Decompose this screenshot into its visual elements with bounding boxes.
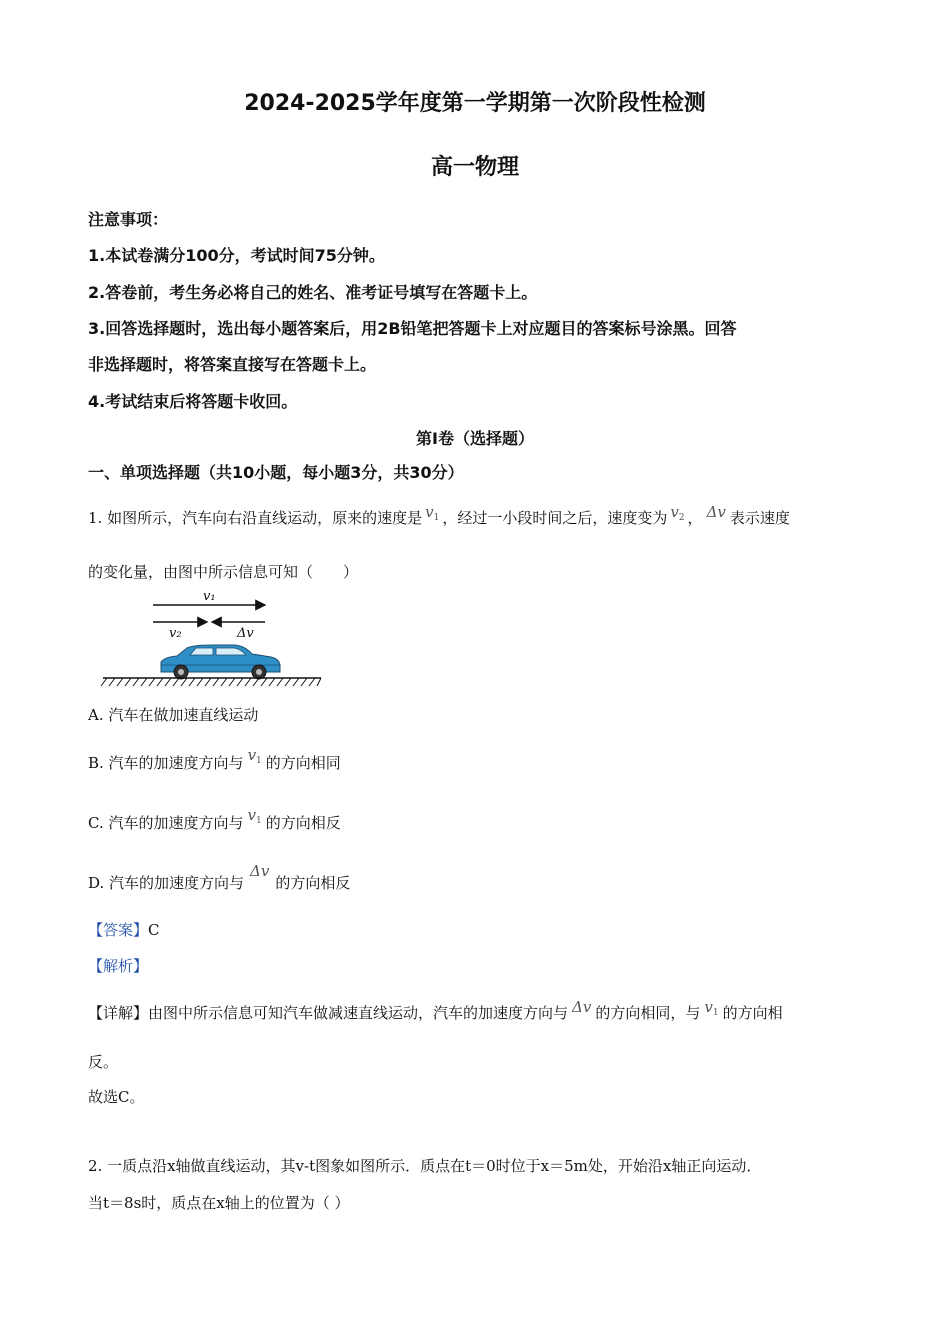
v1-symbol: $v_1$ — [704, 998, 719, 1018]
q1-stem-line2: 的变化量，由图中所示信息可知（ ） — [88, 563, 359, 581]
v1-symbol: $v_1$ — [247, 806, 262, 826]
delta-v-symbol: Δv — [572, 998, 592, 1016]
conclusion: 故选C。 — [88, 1088, 145, 1106]
notice-heading: 注意事项： — [88, 210, 169, 229]
notice-item: 4.考试结束后将答题卡收回。 — [88, 392, 298, 411]
notice-item: 非选择题时，将答案直接写在答题卡上。 — [88, 355, 377, 374]
exam-title: 2024-2025学年度第一学期第一次阶段性检测 — [244, 91, 706, 116]
part-heading: 一、单项选择题（共10小题，每小题3分，共30分） — [88, 463, 464, 482]
volume-heading: 第I卷（选择题） — [416, 429, 534, 448]
delta-v-arrow-label: Δv — [237, 626, 254, 641]
v1-arrow-label: v₁ — [203, 589, 216, 604]
v2-symbol: $v_2$ — [670, 503, 685, 523]
answer-value: C — [148, 921, 160, 939]
analysis-label: 【解析】 — [88, 957, 149, 975]
option-c: C. 汽车的加速度方向与 $v_1$ 的方向相反 — [88, 806, 341, 832]
option-a: A. 汽车在做加速直线运动 — [88, 706, 259, 724]
v1-symbol: $v_1$ — [425, 503, 440, 523]
option-d: D. 汽车的加速度方向与Δv的方向相反 — [88, 862, 351, 892]
answer-label: 【答案】 — [88, 921, 149, 939]
q1-car-figure — [95, 585, 330, 690]
notice-item: 1.本试卷满分100分，考试时间75分钟。 — [88, 246, 385, 265]
q1-stem-text: ，经过一小段时间之后，速度变为 — [442, 509, 668, 527]
answer-line — [88, 919, 160, 940]
q1-stem-text: ， — [687, 509, 703, 527]
q1-stem-text: 表示速度 — [729, 509, 790, 527]
q1-stem-text: 1. 如图所示，汽车向右沿直线运动，原来的速度是 — [88, 509, 423, 527]
delta-v-symbol: Δv — [250, 862, 270, 880]
q2-stem-line1: 2. 一质点沿x轴做直线运动，其v-t图象如图所示．质点在t＝0时位于x＝5m处，开始沿x轴正向运动． — [88, 1157, 762, 1175]
car-icon — [161, 645, 280, 679]
detail-line2: 反。 — [88, 1053, 119, 1071]
delta-v-symbol: Δv — [706, 503, 726, 521]
v2-arrow-label: v₂ — [169, 626, 182, 641]
ground-hatch — [101, 678, 321, 686]
notice-item: 2.答卷前，考生务必将自己的姓名、准考证号填写在答题卡上。 — [88, 283, 538, 302]
detail-line1: 【详解】由图中所示信息可知汽车做减速直线运动，汽车的加速度方向与 Δv 的方向相同，与 $v_1$ 的方向相 — [88, 998, 783, 1022]
option-b: B. 汽车的加速度方向与 $v_1$ 的方向相同 — [88, 746, 341, 772]
q2-stem-line2: 当t＝8s时，质点在x轴上的位置为（ ） — [88, 1194, 350, 1212]
q1-stem-line1 — [88, 503, 790, 529]
v1-symbol: $v_1$ — [247, 746, 262, 766]
notice-item: 3.回答选择题时，选出每小题答案后，用2B铅笔把答题卡上对应题目的答案标号涂黑。回答 — [88, 319, 737, 338]
exam-subtitle: 高一物理 — [430, 155, 519, 180]
